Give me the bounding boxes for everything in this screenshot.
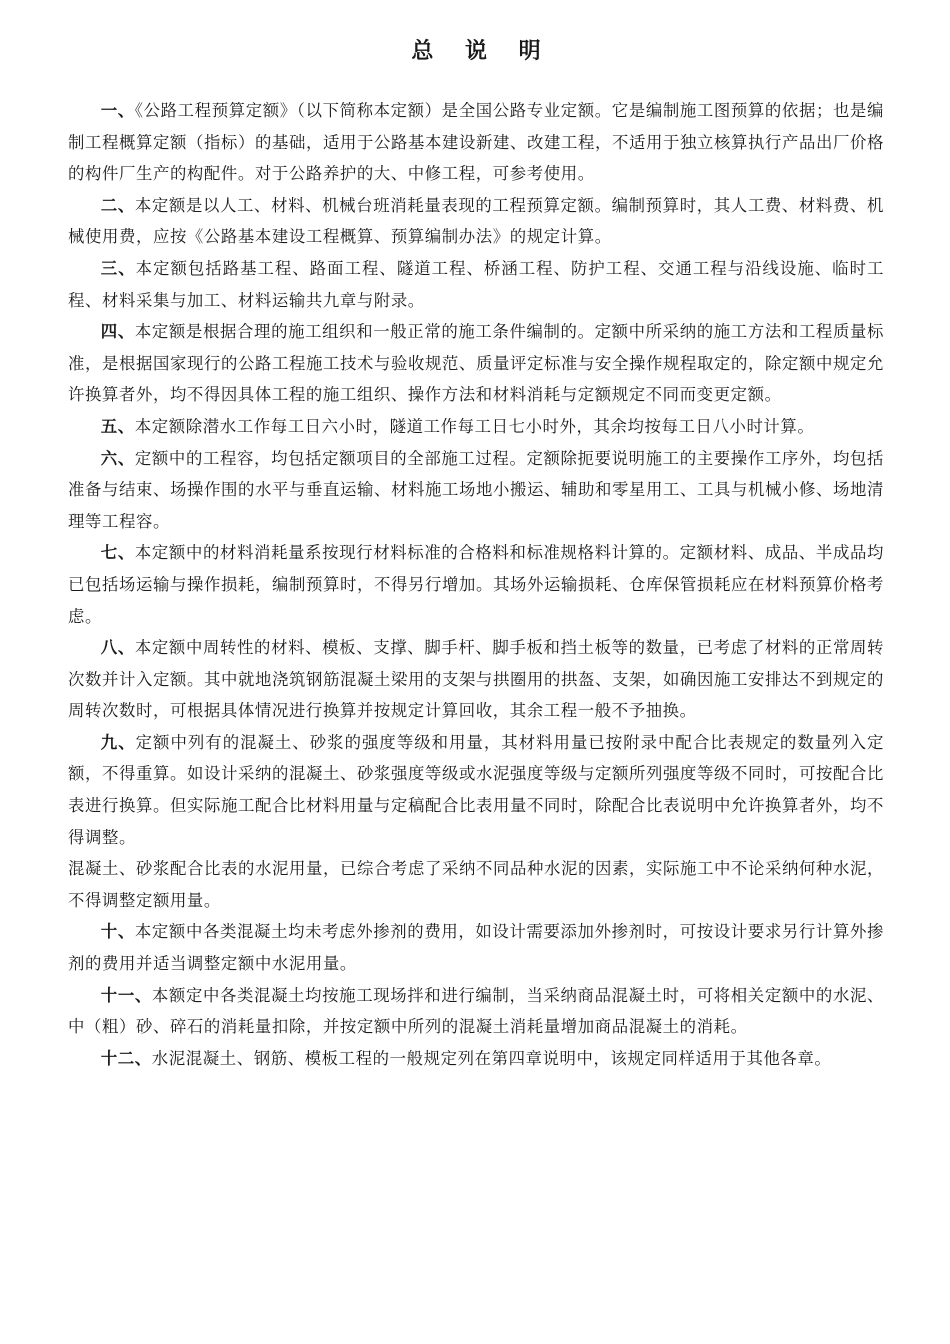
paragraph-text: 定额中列有的混凝土、砂浆的强度等级和用量，其材料用量已按附录中配合比表规定的数量列入定额，不得重算。如设计采纳的混凝土、砂浆强度等级或水泥强度等级与定额所列强度等级不同时，可按配合比表进行换算。但实际施工配合比材料用量与定稿配合比表用量不同时，除配合比表说明中允许换算者外，均不得调整。	[68, 732, 884, 847]
paragraph-number: 十二、	[100, 1048, 152, 1068]
paragraph-1	[68, 95, 884, 190]
paragraph-4	[68, 316, 884, 411]
paragraph-7	[68, 537, 884, 632]
paragraph-number: 四、	[100, 322, 135, 342]
paragraph-number: 九、	[100, 732, 136, 752]
paragraph-number: 一、	[100, 101, 135, 120]
paragraph-text: 本定额中周转性的材料、模板、支撑、脚手杆、脚手板和挡土板等的数量，已考虑了材料的正常周转次数并计入定额。其中就地浇筑钢筋混凝土梁用的支架与拱圈用的拱盔、支架，如确因施工安排达不到规定的周转次数时，可根据具体情况进行换算并按规定计算回收，其余工程一般不予抽换。	[68, 638, 884, 721]
paragraph-6	[68, 443, 884, 538]
paragraph-number: 三、	[100, 258, 136, 278]
paragraph-text: 本定额除潜水工作每工日六小时，隧道工作每工日七小时外，其余均按每工日八小时计算。	[134, 416, 815, 436]
paragraph-3	[68, 253, 884, 316]
paragraph-9-continued	[68, 853, 884, 916]
paragraph-number: 八、	[100, 638, 135, 658]
paragraph-text: 本定额中各类混凝土均未考虑外掺剂的费用，如设计需要添加外掺剂时，可按设计要求另行计算外掺剂的费用并适当调整定额中水泥用量。	[68, 922, 884, 974]
page-title: 总 说 明	[411, 38, 553, 64]
paragraph-number: 十、	[100, 922, 135, 942]
paragraph-2	[68, 190, 884, 253]
paragraph-number: 五、	[100, 416, 135, 436]
paragraph-10	[68, 916, 884, 979]
document-page	[68, 30, 884, 1074]
paragraph-text: 本定额是以人工、材料、机械台班消耗量表现的工程预算定额。编制预算时，其人工费、材料费、机械使用费，应按《公路基本建设工程概算、预算编制办法》的规定计算。	[68, 195, 884, 247]
paragraph-text: 本定额中的材料消耗量系按现行材料标准的合格料和标准规格料计算的。定额材料、成品、半成品均已包括场运输与操作损耗，编制预算时，不得另行增加。其场外运输损耗、仓库保管损耗应在材料预算价格考虑。	[68, 543, 884, 626]
paragraph-text: 本额定中各类混凝土均按施工现场拌和进行编制，当采纳商品混凝土时，可将相关定额中的水泥、中（粗）砂、碎石的消耗量扣除，并按定额中所列的混凝土消耗量增加商品混凝土的消耗。	[68, 985, 884, 1037]
paragraph-text: 混凝土、砂浆配合比表的水泥用量，已综合考虑了采纳不同品种水泥的因素，实际施工中不论采纳何种水泥，不得调整定额用量。	[68, 859, 884, 910]
paragraph-number: 十一、	[100, 985, 152, 1005]
paragraph-number: 二、	[100, 195, 135, 215]
paragraph-number: 六、	[100, 448, 135, 468]
paragraph-text: 本定额包括路基工程、路面工程、隧道工程、桥涵工程、防护工程、交通工程与沿线设施、临时工程、材料采集与加工、材料运输共九章与附录。	[68, 258, 884, 310]
paragraph-text: 定额中的工程容，均包括定额项目的全部施工过程。定额除扼要说明施工的主要操作工序外，均包括准备与结束、场操作围的水平与垂直运输、材料施工场地小搬运、辅助和零星用工、工具与机械小修、场地清理等工程容。	[68, 448, 884, 531]
paragraph-12	[68, 1043, 884, 1075]
paragraph-text: 《公路工程预算定额》（以下简称本定额）是全国公路专业定额。它是编制施工图预算的依据；也是编制工程概算定额（指标）的基础，适用于公路基本建设新建、改建工程，不适用于独立核算执行产品出厂价格的构件厂生产的构配件。对于公路养护的大、中修工程，可参考使用。	[68, 101, 884, 184]
paragraph-8	[68, 632, 884, 727]
paragraph-number: 七、	[100, 543, 135, 563]
paragraph-9	[68, 727, 884, 853]
paragraph-text: 本定额是根据合理的施工组织和一般正常的施工条件编制的。定额中所采纳的施工方法和工程质量标准，是根据国家现行的公路工程施工技术与验收规范、质量评定标准与安全操作规程取定的，除定额中规定允许换算者外，均不得因具体工程的施工组织、操作方法和材料消耗与定额规定不同而变更定额。	[68, 322, 884, 405]
paragraph-11	[68, 980, 884, 1043]
paragraph-5	[68, 411, 884, 443]
paragraph-text: 水泥混凝土、钢筋、模板工程的一般规定列在第四章说明中，该规定同样适用于其他各章。	[151, 1048, 832, 1068]
